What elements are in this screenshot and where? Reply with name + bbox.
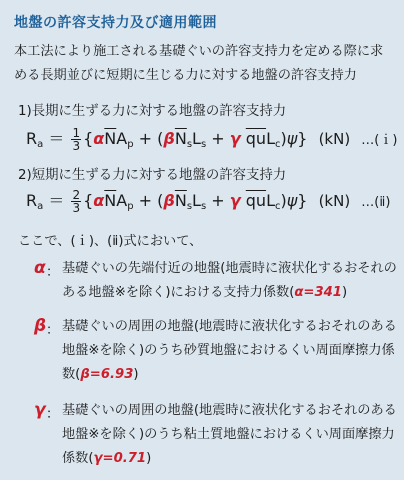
gamma-symbol: γ — [34, 400, 46, 420]
fraction: $\frac{1}{3}$ — [72, 126, 81, 153]
gamma-value: γ=0.71 — [93, 451, 147, 466]
intro-paragraph: 本工法により施工される基礎ぐいの許容支持力を定める際に求める長期並びに短期に生じる力に対する地盤の許容支持力 — [14, 44, 384, 83]
document-title: 地盤の許容支持力及び適用範囲 — [14, 15, 217, 31]
where-text: ここで、(ｉ)、(ⅱ)式において、 — [18, 234, 203, 249]
beta-definition: 基礎ぐいの周囲の地盤(地震時に液状化するおそれのある地盤※を除く)のうち砂質地盤におけるくい周面摩擦力係数(β=6.93) — [62, 319, 397, 382]
long-term-heading: 1)長期に生ずる力に対する地盤の許容支持力 — [18, 104, 287, 119]
long-term-formula: $R_a$ ＝ $\frac{1}{3}$ {$\alpha\overline{N}A_p + (\beta\overline{N}_sL_s + \gamma$ $\overline{qu}L_c)\psi$} (kN) …(ｉ) — [26, 126, 398, 153]
equals-sign: ＝ — [48, 129, 65, 148]
fraction: $\frac{2}{3}$ — [72, 188, 81, 215]
formula-lhs: $R_a$ — [26, 191, 44, 212]
unit-label: (kN) — [318, 192, 351, 210]
alpha-symbol: α — [34, 258, 46, 278]
equation-tag: …(ｉ) — [361, 133, 398, 148]
definition-colon: ： — [46, 265, 60, 280]
beta-value: β=6.93 — [80, 367, 134, 382]
definition-colon: ： — [46, 407, 60, 422]
equation-tag: …(ⅱ) — [361, 195, 391, 210]
beta-symbol: β — [34, 316, 47, 336]
unit-label: (kN) — [318, 130, 351, 148]
alpha-definition: 基礎ぐいの先端付近の地盤(地震時に液状化するおそれのある地盤※を除く)における支持力係数(α=341) — [62, 261, 397, 300]
short-term-heading: 2)短期に生ずる力に対する地盤の許容支持力 — [18, 168, 287, 183]
definition-colon: ： — [46, 323, 60, 338]
alpha-value: α=341 — [294, 285, 342, 300]
formula-lhs: $R_a$ — [26, 129, 44, 150]
short-term-formula: $R_a$ ＝ $\frac{2}{3}$ {$\alpha\overline{N}A_p + (\beta\overline{N}_sL_s + \gamma$ $\overline{qu}L_c)\psi$} (kN) …(ⅱ) — [26, 188, 391, 215]
gamma-definition: 基礎ぐいの周囲の地盤(地震時に液状化するおそれのある地盤※を除く)のうち粘土質地盤におけるくい周面摩擦力係数(γ=0.71) — [62, 403, 397, 466]
equals-sign: ＝ — [48, 191, 65, 210]
